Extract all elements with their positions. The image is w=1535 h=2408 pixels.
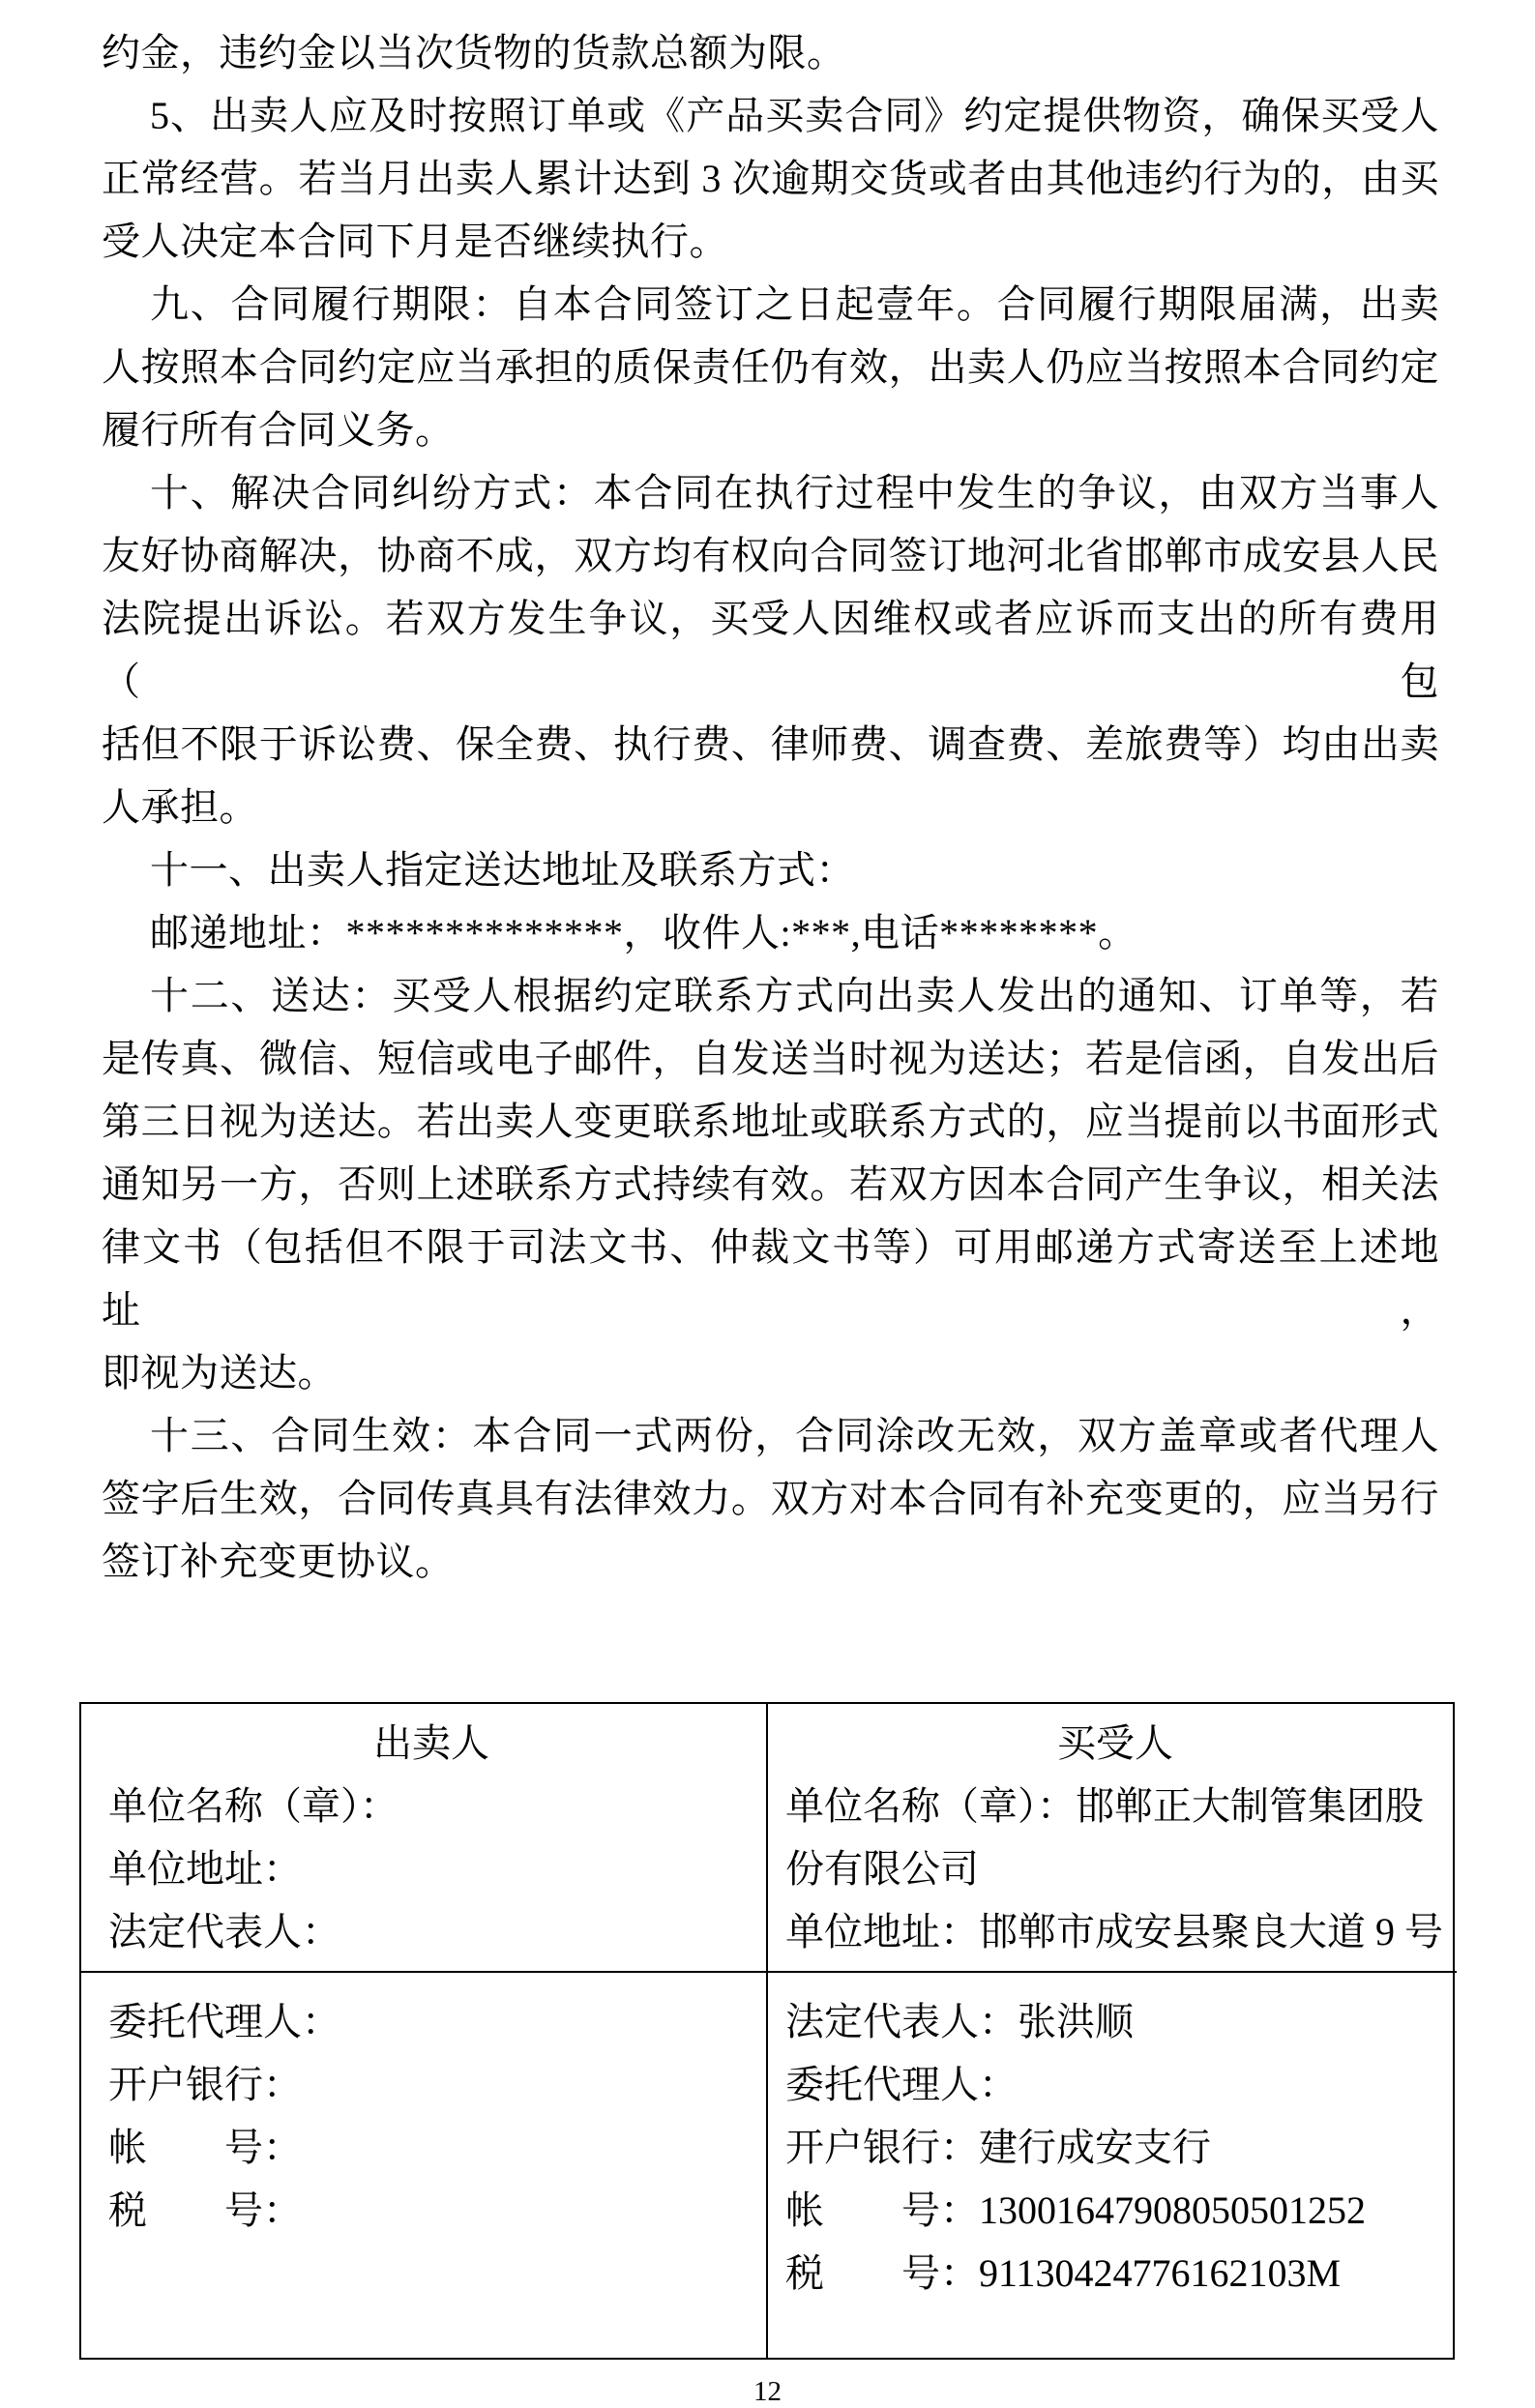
seller-header: 出卖人 (373, 1721, 489, 1765)
buyer-signature-cell (766, 1971, 1457, 2358)
buyer-bank: 开户银行：建行成安支行 (785, 2126, 1211, 2169)
body-line: 十二、送达：买受人根据约定联系方式向出卖人发出的通知、订单等，若 (150, 974, 1439, 1017)
body-line: 友好协商解决，协商不成，双方均有权向合同签订地河北省邯郸市成安县人民 (102, 534, 1439, 577)
seller-agent-label: 委托代理人： (108, 2000, 340, 2043)
body-line: 九、合同履行期限：自本合同签订之日起壹年。合同履行期限届满，出卖 (150, 282, 1439, 326)
body-line: 邮递地址：**************，收件人:***,电话********。 (150, 911, 1137, 954)
body-line: 签订补充变更协议。 (102, 1540, 455, 1583)
body-line: 括但不限于诉讼费、保全费、执行费、律师费、调查费、差旅费等）均由出卖 (102, 722, 1439, 766)
body-line: 法院提出诉讼。若双方发生争议，买受人因维权或者应诉而支出的所有费用（包 (102, 597, 1439, 703)
body-line: 5、出卖人应及时按照订单或《产品买卖合同》约定提供物资，确保买受人 (150, 94, 1439, 137)
buyer-address: 单位地址：邯郸市成安县聚良大道 9 号 (785, 1910, 1443, 1953)
buyer-account-number: 帐 号：13001647908050501252 (785, 2188, 1366, 2232)
buyer-tax-number: 税 号：91130424776162103M (785, 2251, 1342, 2295)
seller-bank-label: 开户银行： (108, 2063, 302, 2106)
body-line: 受人决定本合同下月是否继续执行。 (102, 220, 728, 263)
body-line: 律文书（包括但不限于司法文书、仲裁文书等）可用邮递方式寄送至上述地址， (102, 1225, 1439, 1332)
body-line: 签字后生效，合同传真具有法律效力。双方对本合同有补充变更的，应当另行 (102, 1477, 1439, 1520)
seller-legal-representative-label: 法定代表人： (108, 1910, 340, 1953)
body-line: 十三、合同生效：本合同一式两份，合同涂改无效，双方盖章或者代理人 (150, 1414, 1439, 1457)
seller-account-label: 帐 号： (108, 2126, 302, 2169)
body-line: 即视为送达。 (102, 1351, 337, 1395)
buyer-company-name: 单位名称（章）：邯郸正大制管集团股份有限公司 (785, 1784, 1424, 1891)
body-line: 正常经营。若当月出卖人累计达到 3 次逾期交货或者由其他违约行为的，由买 (102, 157, 1439, 200)
body-line: 十、解决合同纠纷方式：本合同在执行过程中发生的争议，由双方当事人 (150, 471, 1439, 514)
body-line: 约金，违约金以当次货物的货款总额为限。 (102, 31, 846, 74)
seller-address-label: 单位地址： (108, 1847, 302, 1891)
seller-tax-label: 税 号： (108, 2188, 302, 2232)
body-line: 人承担。 (102, 785, 258, 829)
buyer-legal-representative: 法定代表人：张洪顺 (785, 2000, 1134, 2043)
seller-info-cell (81, 1704, 766, 1971)
body-line: 人按照本合同约定应当承担的质保责任仍有效，出卖人仍应当按照本合同约定 (102, 345, 1439, 389)
body-line: 是传真、微信、短信或电子邮件，自发送当时视为送达；若是信函，自发出后 (102, 1037, 1439, 1080)
parties-table (79, 1702, 1455, 2360)
page-number: 12 (753, 2376, 782, 2407)
body-line: 十一、出卖人指定送达地址及联系方式： (150, 848, 855, 892)
body-line: 履行所有合同义务。 (102, 408, 455, 452)
body-line: 第三日视为送达。若出卖人变更联系地址或联系方式的，应当提前以书面形式 (102, 1100, 1439, 1143)
buyer-header: 买受人 (1057, 1721, 1173, 1765)
seller-company-name-label: 单位名称（章）： (108, 1784, 399, 1828)
buyer-agent-label: 委托代理人： (785, 2063, 1018, 2106)
body-line: 通知另一方，否则上述联系方式持续有效。若双方因本合同产生争议，相关法 (102, 1162, 1439, 1206)
seller-signature-cell (81, 1971, 766, 2358)
buyer-info-cell (766, 1704, 1457, 1971)
